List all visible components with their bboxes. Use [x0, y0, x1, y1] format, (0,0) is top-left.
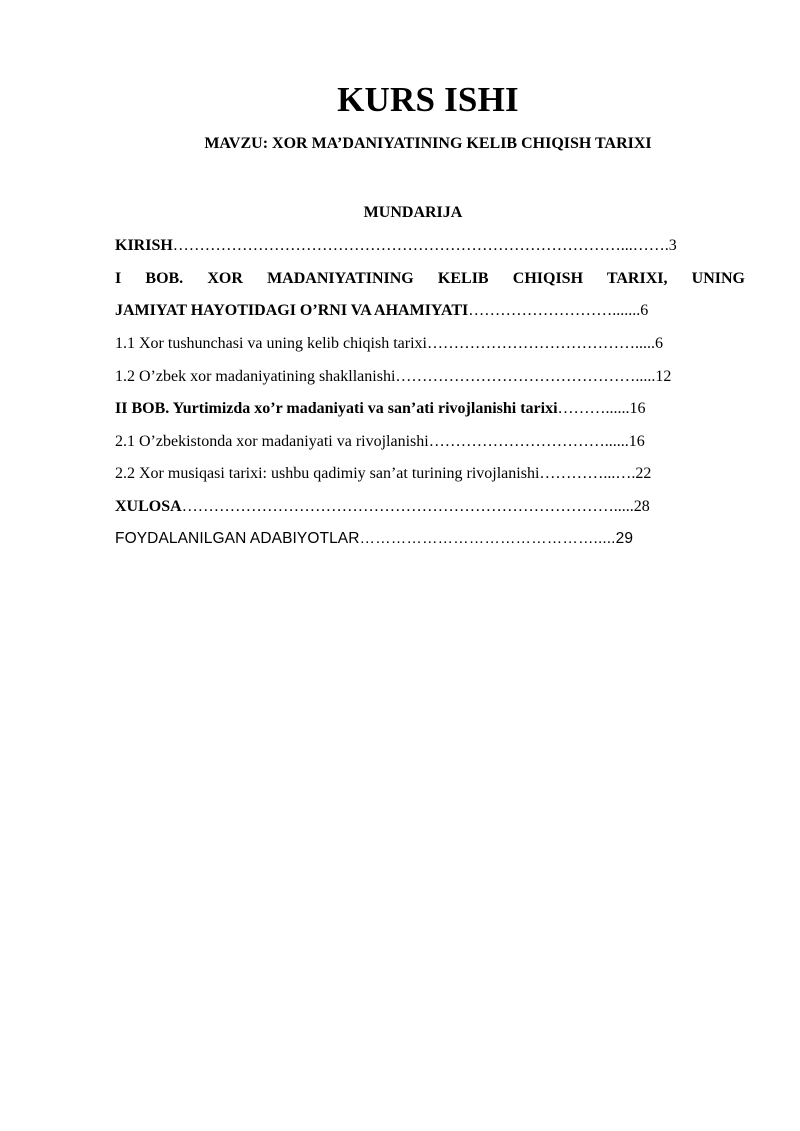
toc-entry-page: 6 — [654, 335, 663, 352]
toc-entry-kirish — [115, 235, 745, 257]
toc-entry-leader: ……………………………...... — [428, 433, 629, 450]
toc-entry-leader: …………...…. — [539, 465, 636, 482]
toc-entry-2-2 — [115, 463, 745, 485]
toc-entry-references — [115, 528, 745, 550]
toc-entry-leader: ………………………………………………………………………..... — [181, 498, 634, 515]
toc-entry-page: 16 — [629, 400, 646, 417]
toc-entry-1-1 — [115, 333, 745, 355]
toc-entry-page: 12 — [655, 368, 672, 385]
toc-entry-title: 2.2 Xor musiqasi tarixi: ushbu qadimiy san’at turining rivojlanishi — [115, 465, 540, 482]
toc-entry-title: JAMIYAT HAYOTIDAGI O’RNI VA AHAMIYATI — [115, 302, 469, 319]
toc-heading: MUNDARIJA — [363, 204, 463, 221]
toc-entry-leader: ………...... — [557, 400, 630, 417]
toc-entry-xulosa — [115, 496, 745, 518]
toc-entry-leader: ………………………………………..... — [395, 368, 656, 385]
toc-entry-chapter-1-line-2 — [115, 300, 745, 322]
toc-entry-title: 1.1 Xor tushunchasi va uning kelib chiqish tarixi — [115, 335, 427, 352]
toc-entry-page: 22 — [635, 465, 652, 482]
toc-entry-leader: ………………………....... — [468, 302, 641, 319]
toc-entry-title: FOYDALANILGAN ADABIYOTLAR — [115, 530, 360, 547]
toc-entry-title: KIRISH — [115, 237, 173, 254]
toc-entry-leader: ………………………………………..... — [359, 530, 616, 547]
toc-entry-page: 16 — [628, 433, 645, 450]
toc-entry-page: 28 — [633, 498, 650, 515]
toc-entry-chapter-1-line-1: I BOB. XOR MADANIYATINING KELIB CHIQISH TARIXI, UNING — [115, 270, 745, 287]
toc-entry-leader: …………………………………………………………………………...……. — [172, 237, 669, 254]
toc-entry-title: 1.2 O’zbek xor madaniyatining shakllanishi — [115, 368, 396, 385]
toc-entry-page: 29 — [615, 530, 634, 547]
toc-entry-leader: …………………………………..... — [426, 335, 655, 352]
toc-entry-title: II BOB. Yurtimizda xo’r madaniyati va san’ati rivojlanishi tarixi — [115, 400, 558, 417]
document-title: KURS ISHI — [337, 80, 519, 119]
toc-entry-page: 6 — [640, 302, 649, 319]
toc-entry-title: 2.1 O’zbekistonda xor madaniyati va rivojlanishi — [115, 433, 429, 450]
toc-entry-2-1 — [115, 431, 745, 453]
toc-entry-title: XULOSA — [115, 498, 182, 515]
document-subtitle: MAVZU: XOR MA’DANIYATINING KELIB CHIQISH TARIXI — [204, 135, 652, 152]
toc-entry-page: 3 — [668, 237, 677, 254]
toc-entry-1-2 — [115, 366, 745, 388]
toc-entry-chapter-2 — [115, 398, 745, 420]
